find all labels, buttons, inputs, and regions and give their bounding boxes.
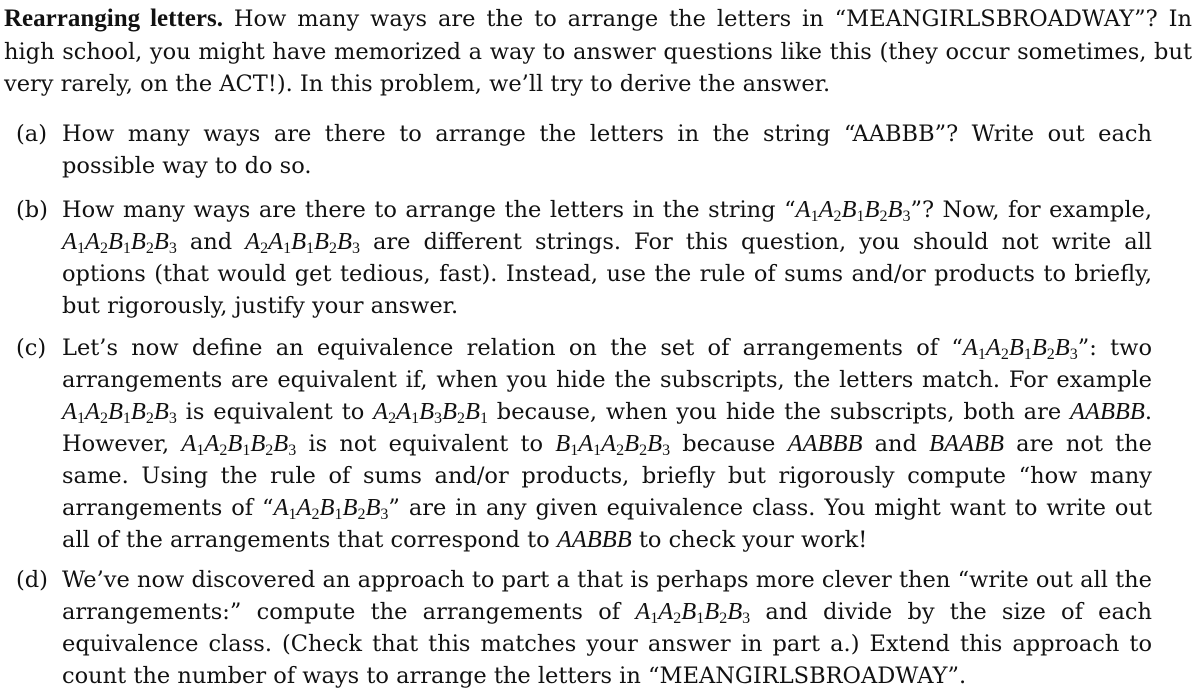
- subproblem-a: [16, 118, 1152, 182]
- math-string: $A_1A_2B_1B_2B_3$: [62, 228, 177, 257]
- subproblem-d: [16, 564, 1152, 692]
- text-run: How many ways are there to arrange the letters in the string “AABBB”? Write out each possible way to do so.: [62, 121, 1152, 179]
- problem-title: Rearranging letters.: [4, 5, 223, 32]
- subproblem-label: (a): [16, 121, 47, 147]
- math-string: $A_1A_2B_1B_2B_3$: [181, 430, 297, 459]
- text-run: because, when you hide the subscripts, both are: [487, 399, 1070, 425]
- subproblem-text: [62, 194, 1152, 322]
- subproblem-text: [62, 332, 1152, 556]
- text-run: are different strings. For this question, you should not write all options (that would get tedious, fast). Instead, use the rule of sums and/or products to briefly, but rigorously, justify your answer.: [62, 229, 1152, 319]
- text-run: Let’s now define an equivalence relation on the set of arrangements of “: [62, 335, 963, 361]
- text-run: are not the same. Using the rule of sums and/or products, briefly but rigorously compute “how many arrangements of “: [62, 431, 1152, 521]
- text-run: How many ways are there to arrange the letters in the string “: [62, 197, 796, 223]
- math-string: BAABB: [929, 430, 1004, 457]
- subproblem-b: [16, 194, 1152, 322]
- text-run: and: [862, 431, 930, 457]
- subproblem-text: [62, 564, 1152, 692]
- math-string: $A_1A_2B_1B_2B_3$: [62, 398, 177, 427]
- math-string: $A_1A_2B_1B_2B_3$: [795, 196, 911, 225]
- text-run: and: [176, 229, 246, 255]
- math-string: AABBB: [787, 430, 863, 457]
- subproblem-label: (d): [16, 567, 48, 593]
- text-run: ” are in any given equivalence class. You might want to write out all of the arrangements that correspond to: [62, 495, 1152, 553]
- text-run: ”: two arrangements are equivalent if, when you hide the subscripts, the letters match. For example: [62, 335, 1152, 393]
- math-string: AABBB: [1070, 398, 1145, 425]
- text-run: We’ve now discovered an approach to part a that is perhaps more clever then “write out all the arrangements:” compute the arrangements of: [62, 567, 1152, 625]
- problem-intro: [4, 3, 1192, 101]
- subproblem-c: [16, 332, 1152, 556]
- subproblem-text: [62, 118, 1152, 182]
- text-run: is equivalent to: [176, 399, 374, 425]
- text-run: to check your work!: [631, 527, 868, 553]
- math-string: $A_1A_2B_1B_2B_3$: [635, 598, 751, 627]
- math-string: $A_1A_2B_1B_2B_3$: [962, 334, 1078, 363]
- math-string: $A_2A_1B_1B_2B_3$: [245, 228, 360, 257]
- math-string: $A_1A_2B_1B_2B_3$: [273, 494, 389, 523]
- text-run: is not equivalent to: [296, 431, 556, 457]
- subproblem-label: (b): [16, 197, 48, 223]
- text-run: and divide by the size of each equivalence class. (Check that this matches your answer in part a.) Extend this approach to count the number of ways to arrange the letters in “MEANGIRLSBROADWAY”.: [62, 599, 1152, 689]
- intro-text: How many ways are the to arrange the letters in “MEANGIRLSBROADWAY”? In high school, you might have memorized a way to answer questions like this (they occur sometimes, but very rarely, on the ACT!). In this problem, we’ll try to derive the answer.: [4, 6, 1192, 97]
- math-string: AABBB: [556, 526, 632, 553]
- text-run: because: [670, 431, 788, 457]
- subproblem-label: (c): [16, 335, 47, 361]
- math-string: $A_2A_1B_3B_2B_1$: [373, 398, 488, 427]
- text-run: ”? Now, for example,: [910, 197, 1152, 223]
- math-string: $B_1A_1A_2B_2B_3$: [555, 430, 671, 459]
- text-run: . However,: [62, 399, 1152, 457]
